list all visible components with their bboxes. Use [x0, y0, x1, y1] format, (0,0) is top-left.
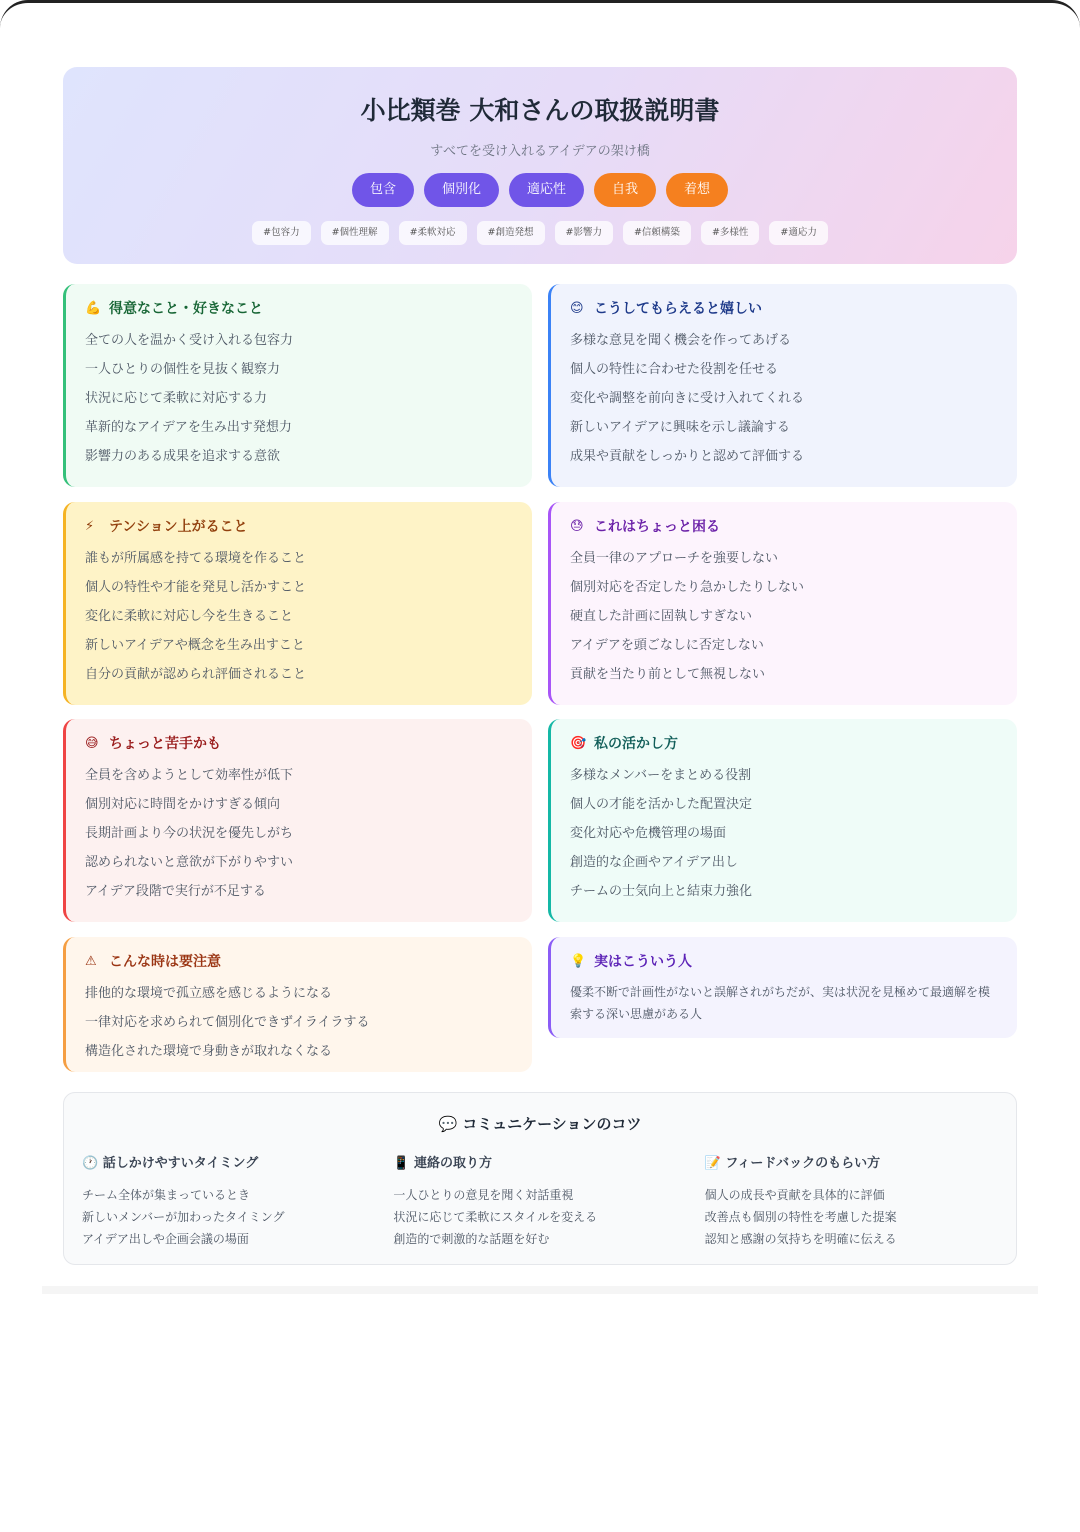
list-item: 変化対応や危機管理の場面: [570, 826, 727, 841]
column-title: 話しかけやすいタイミング: [102, 1156, 259, 1171]
communication-column: [393, 1152, 704, 1250]
list-item: 状況に応じて柔軟に対応する力: [85, 391, 268, 406]
strength-pill: 包含: [352, 173, 414, 207]
tag-list: [63, 221, 1017, 245]
grin-sweat-icon: 😅: [85, 735, 99, 751]
true-self-card: [548, 937, 1017, 1038]
phone-icon: 📱: [393, 1156, 410, 1171]
list-item: 認められないと意欲が下がりやすい: [85, 855, 294, 870]
list-item: 個別対応を否定したり急かしたりしない: [570, 580, 805, 595]
column-title: フィードバックのもらい方: [725, 1156, 881, 1171]
list-item: 変化に柔軟に対応し今を生きること: [85, 609, 294, 624]
communication-column: [82, 1152, 393, 1250]
list-item: アイデア出しや企画会議の場面: [82, 1232, 249, 1246]
list-item: 成果や貢献をしっかりと認めて評価する: [570, 449, 805, 464]
list-item: チームの士気向上と結束力強化: [570, 884, 753, 899]
list-item: 長期計画より今の状況を優先しがち: [85, 826, 294, 841]
hashtag: #適応力: [769, 221, 827, 245]
card-title: 得意なこと・好きなこと: [109, 301, 263, 317]
hashtag: #影響力: [555, 221, 613, 245]
list-item: 状況に応じて柔軟にスタイルを変える: [393, 1210, 598, 1224]
list-item: 全ての人を温かく受け入れる包容力: [85, 333, 294, 348]
speech-bubble-icon: 💬: [438, 1115, 458, 1133]
memo-icon: 📝: [704, 1156, 721, 1171]
list-item: チーム全体が集まっているとき: [82, 1188, 251, 1202]
list-item: 硬直した計画に固執しすぎない: [570, 609, 753, 624]
list-item: 新しいアイデアに興味を示し議論する: [570, 420, 790, 435]
card-title: こうしてもらえると嬉しい: [594, 301, 762, 317]
list-item: 個人の特性や才能を発見し活かすこと: [85, 580, 307, 595]
strengths-card: [63, 284, 532, 487]
flexed-arm-icon: 💪: [85, 300, 102, 316]
list-item: 影響力のある成果を追求する意欲: [85, 449, 281, 464]
list-item: 個人の才能を活かした配置決定: [570, 797, 753, 812]
warning-icon: ⚠: [85, 953, 97, 969]
list-item: 創造的で刺激的な話題を好む: [393, 1232, 550, 1246]
list-item: 創造的な企画やアイデア出し: [570, 855, 738, 870]
lightning-icon: ⚡: [85, 518, 95, 534]
hashtag: #信頼構築: [623, 221, 691, 245]
list-item: 個別対応に時間をかけすぎる傾向: [85, 797, 281, 812]
excitement-card: [63, 502, 532, 705]
caution-card: [63, 937, 532, 1072]
list-item: 自分の貢献が認められ評価されること: [85, 667, 307, 682]
list-item: 新しいアイデアや概念を生み出すこと: [85, 638, 305, 653]
strength-pill: 個別化: [424, 173, 499, 207]
strength-pill: 着想: [666, 173, 728, 207]
list-item: 全員を含めようとして効率性が低下: [85, 768, 294, 783]
footer-divider: [42, 1286, 1038, 1294]
communication-title: [64, 1113, 1016, 1134]
list-item: 認知と感謝の気持ちを明確に伝える: [704, 1232, 897, 1246]
smile-icon: 😊: [570, 300, 584, 316]
list-item: アイデアを頭ごなしに否定しない: [570, 638, 764, 653]
list-item: 革新的なアイデアを生み出す発想力: [85, 420, 292, 435]
lightbulb-icon: 💡: [570, 953, 587, 969]
communication-tips-section: [63, 1092, 1017, 1265]
dislikes-card: [548, 502, 1017, 705]
list-item: 改善点も個別の特性を考慮した提案: [704, 1210, 897, 1224]
card-description: 優柔不断で計画性がないと誤解されがちだが、実は状況を見極めて最適解を模索する深い思慮がある人: [570, 985, 991, 1021]
list-item: 一人ひとりの意見を聞く対話重視: [393, 1188, 574, 1202]
hashtag: #個性理解: [321, 221, 389, 245]
target-icon: 🎯: [570, 735, 587, 751]
strength-pill: 適応性: [509, 173, 584, 207]
communication-column: [705, 1152, 1016, 1250]
list-item: 貢献を当たり前として無視しない: [570, 667, 766, 682]
communication-title-text: コミュニケーションのコツ: [462, 1115, 642, 1133]
list-item: 構造化された環境で身動きが取れなくなる: [85, 1044, 333, 1059]
hashtag: #柔軟対応: [399, 221, 467, 245]
list-item: 個人の成長や貢献を具体的に評価: [704, 1188, 885, 1202]
utilization-card: [548, 719, 1017, 922]
strength-pill: 自我: [594, 173, 656, 207]
list-item: 変化や調整を前向きに受け入れてくれる: [570, 391, 805, 406]
list-item: 全員一律のアプローチを強要しない: [570, 551, 779, 566]
hashtag: #創造発想: [477, 221, 545, 245]
sweat-face-icon: 😓: [570, 518, 584, 534]
list-item: アイデア段階で実行が不足する: [85, 884, 266, 899]
list-item: 多様なメンバーをまとめる役割: [570, 768, 752, 783]
card-title: 私の活かし方: [594, 736, 678, 752]
card-title: ちょっと苦手かも: [109, 736, 221, 752]
clock-icon: 🕐: [82, 1156, 99, 1171]
column-title: 連絡の取り方: [414, 1156, 493, 1171]
hashtag: #包容力: [252, 221, 310, 245]
card-title: これはちょっと困る: [594, 519, 720, 535]
weaknesses-card: [63, 719, 532, 922]
list-item: 一人ひとりの個性を見抜く観察力: [85, 362, 281, 377]
strengths-list: [63, 173, 1017, 207]
card-title: テンション上がること: [109, 519, 248, 535]
list-item: 多様な意見を聞く機会を作ってあげる: [570, 333, 792, 348]
card-title: 実はこういう人: [594, 954, 692, 970]
list-item: 新しいメンバーが加わったタイミング: [82, 1210, 285, 1224]
list-item: 誰もが所属感を持てる環境を作ること: [85, 551, 307, 566]
header-banner: [63, 67, 1017, 264]
page-title: 小比類巻 大和さんの取扱説明書: [360, 96, 720, 125]
card-title: こんな時は要注意: [109, 954, 221, 970]
hashtag: #多様性: [701, 221, 759, 245]
list-item: 一律対応を求められて個別化できずイライラする: [85, 1015, 370, 1030]
list-item: 排他的な環境で孤立感を感じるようになる: [85, 986, 333, 1001]
appreciated-card: [548, 284, 1017, 487]
list-item: 個人の特性に合わせた役割を任せる: [570, 362, 779, 377]
page-subtitle: すべてを受け入れるアイデアの架け橋: [430, 144, 650, 159]
